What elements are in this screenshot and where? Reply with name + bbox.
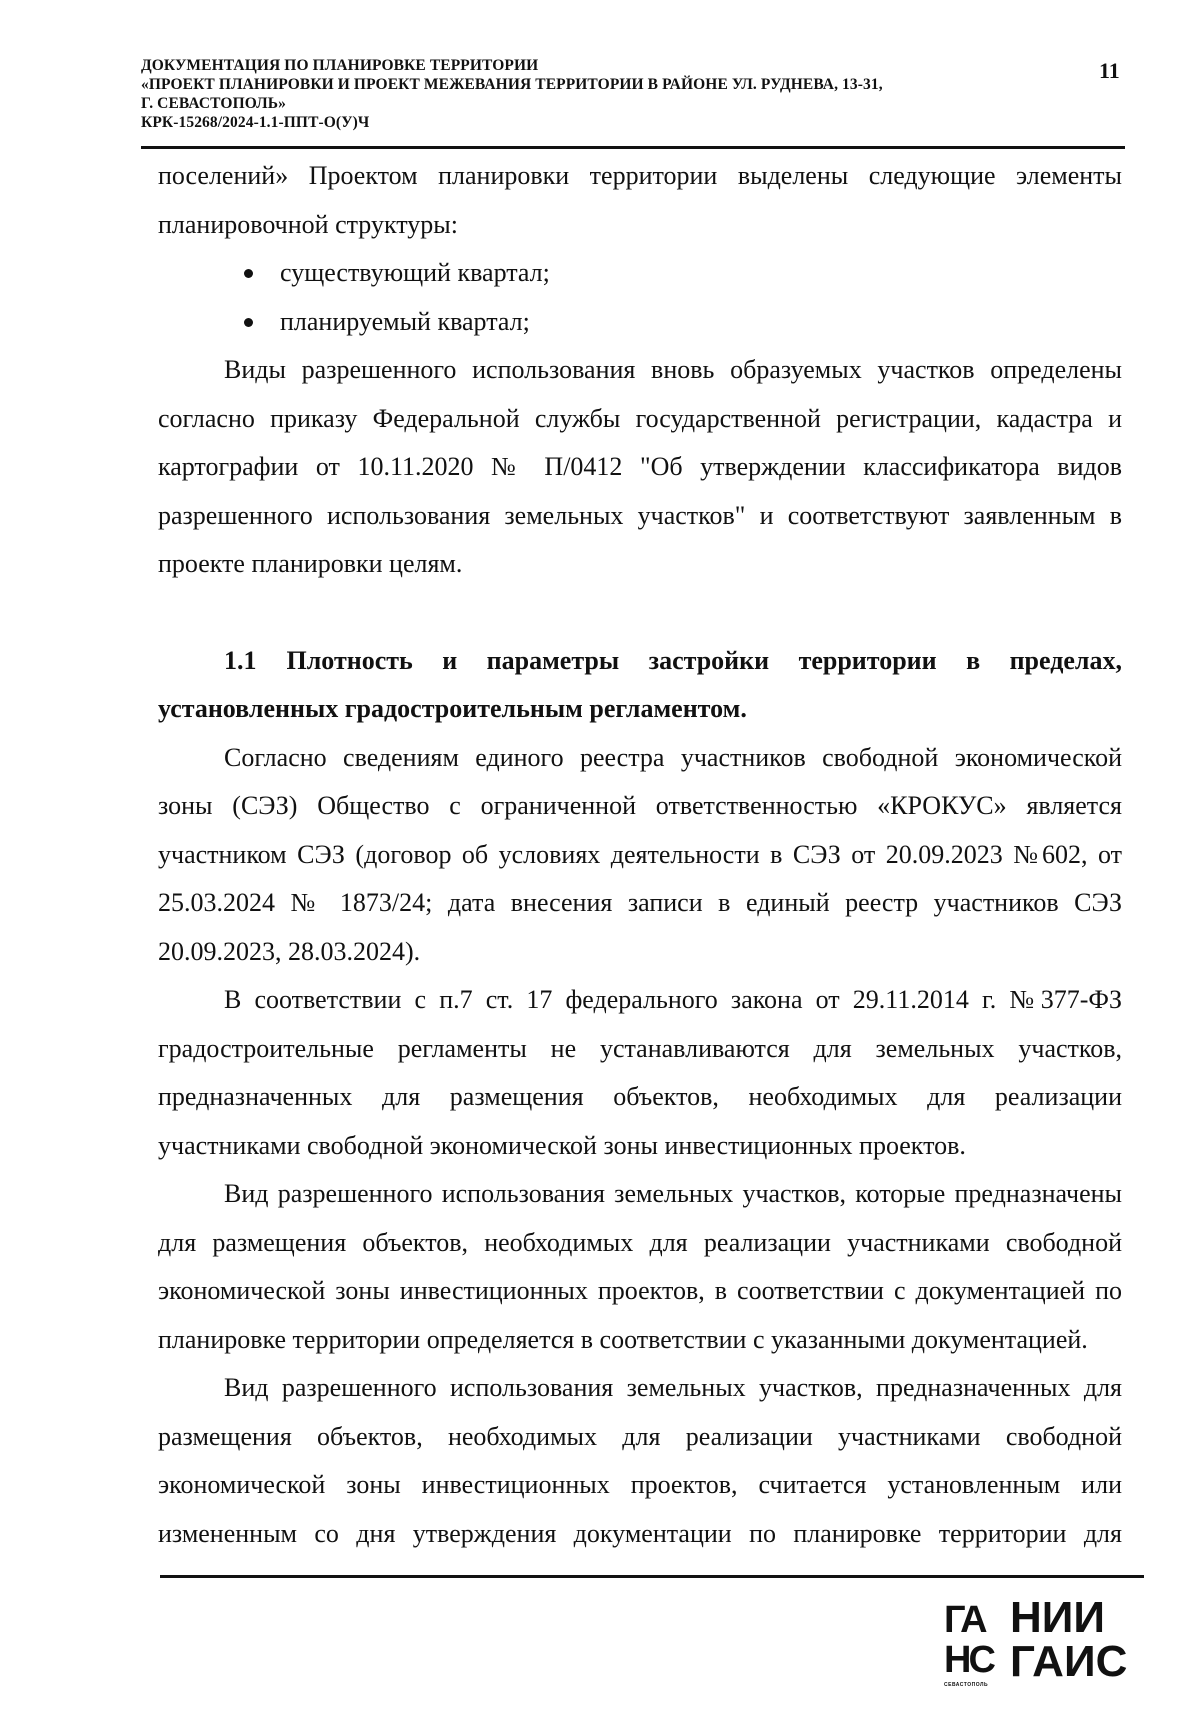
list-item xyxy=(158,249,1122,298)
bullet-icon xyxy=(244,318,253,327)
logo-mark xyxy=(944,1600,1004,1690)
paragraph-sez: Согласно сведениям единого реестра участников свободной экономической зоны (СЭЗ) Общество с ограниченной ответственностью «КРОКУС» является участником СЭЗ (договор об условиях деятельности в СЭЗ от 20.09.2023 №602, от 25.03.2024 № 1873/24; дата внесения записи в единый реестр участников СЭЗ 20.09.2023, 28.03.2024). xyxy=(158,742,1122,966)
section-spacer xyxy=(158,589,1122,637)
paragraph-intro: поселений» Проектом планировки территории выделены следующие элементы планировочной структуры: xyxy=(158,161,1122,239)
paragraph-vid-2: Вид разрешенного использования земельных участков, предназначенных для размещения объектов, необходимых для реализации участниками свободной экономической зоны инвестиционных проектов, считается установленным или измененным со дня утверждения документации по планировке территории для xyxy=(158,1373,1122,1548)
document-body xyxy=(158,152,1122,1558)
list-item-text: планируемый квартал; xyxy=(280,306,530,336)
header-line-1: ДОКУМЕНТАЦИЯ ПО ПЛАНИРОВКЕ ТЕРРИТОРИИ xyxy=(141,57,539,74)
footer-divider xyxy=(160,1575,1144,1578)
logo-mark-top: ГА xyxy=(944,1599,985,1641)
paragraph-vidy: Виды разрешенного использования вновь образуемых участков определены согласно приказу Федеральной службы государственной регистрации, кадастра и картографии от 10.11.2020 № П/0412 "Об утверждении классификатора видов разрешенного использования земельных участков" и соответствуют заявленным в проекте планировки целям. xyxy=(158,355,1122,578)
logo-wordmark xyxy=(1010,1593,1128,1686)
header-line-2: «ПРОЕКТ ПЛАНИРОВКИ И ПРОЕКТ МЕЖЕВАНИЯ ТЕРРИТОРИИ В РАЙОНЕ УЛ. РУДНЕВА, 13-31, xyxy=(141,76,883,93)
niigais-logo xyxy=(944,1593,1128,1700)
section-heading xyxy=(158,637,1122,734)
page-number: 11 xyxy=(1099,58,1120,83)
header-line-3: Г. СЕВАСТОПОЛЬ» xyxy=(141,95,286,112)
section-number: 1.1 xyxy=(224,645,257,675)
bullet-list xyxy=(158,249,1122,346)
logo-word-2: ГАИС xyxy=(1010,1637,1128,1686)
list-item-text: существующий квартал; xyxy=(280,258,550,287)
document-header xyxy=(141,56,1101,132)
header-divider xyxy=(141,146,1125,149)
logo-mark-bottom: НС xyxy=(944,1639,993,1681)
logo-word-1: НИИ xyxy=(1010,1593,1106,1642)
paragraph-vid-1: Вид разрешенного использования земельных участков, которые предназначены для размещения объектов, необходимых для реализации участниками свободной экономической зоны инвестиционных проектов, в соответствии с документацией по планировке территории определяется в соответствии с указанными документацией. xyxy=(158,1179,1122,1354)
header-line-4: КРК-15268/2024-1.1-ППТ-О(У)Ч xyxy=(141,114,370,131)
paragraph-law: В соответствии с п.7 ст. 17 федерального закона от 29.11.2014 г. №377-ФЗ градостроительные регламенты не устанавливаются для земельных участков, предназначенных для размещения объектов, необходимых для реализации участниками свободной экономической зоны инвестиционных проектов. xyxy=(158,985,1122,1160)
bullet-icon xyxy=(244,269,253,278)
logo-mark-caption: СЕВАСТОПОЛЬ xyxy=(944,1682,989,1688)
section-title: Плотность и параметры застройки территории в пределах, установленных градостроительным регламентом. xyxy=(158,645,1122,723)
list-item xyxy=(158,298,1122,347)
